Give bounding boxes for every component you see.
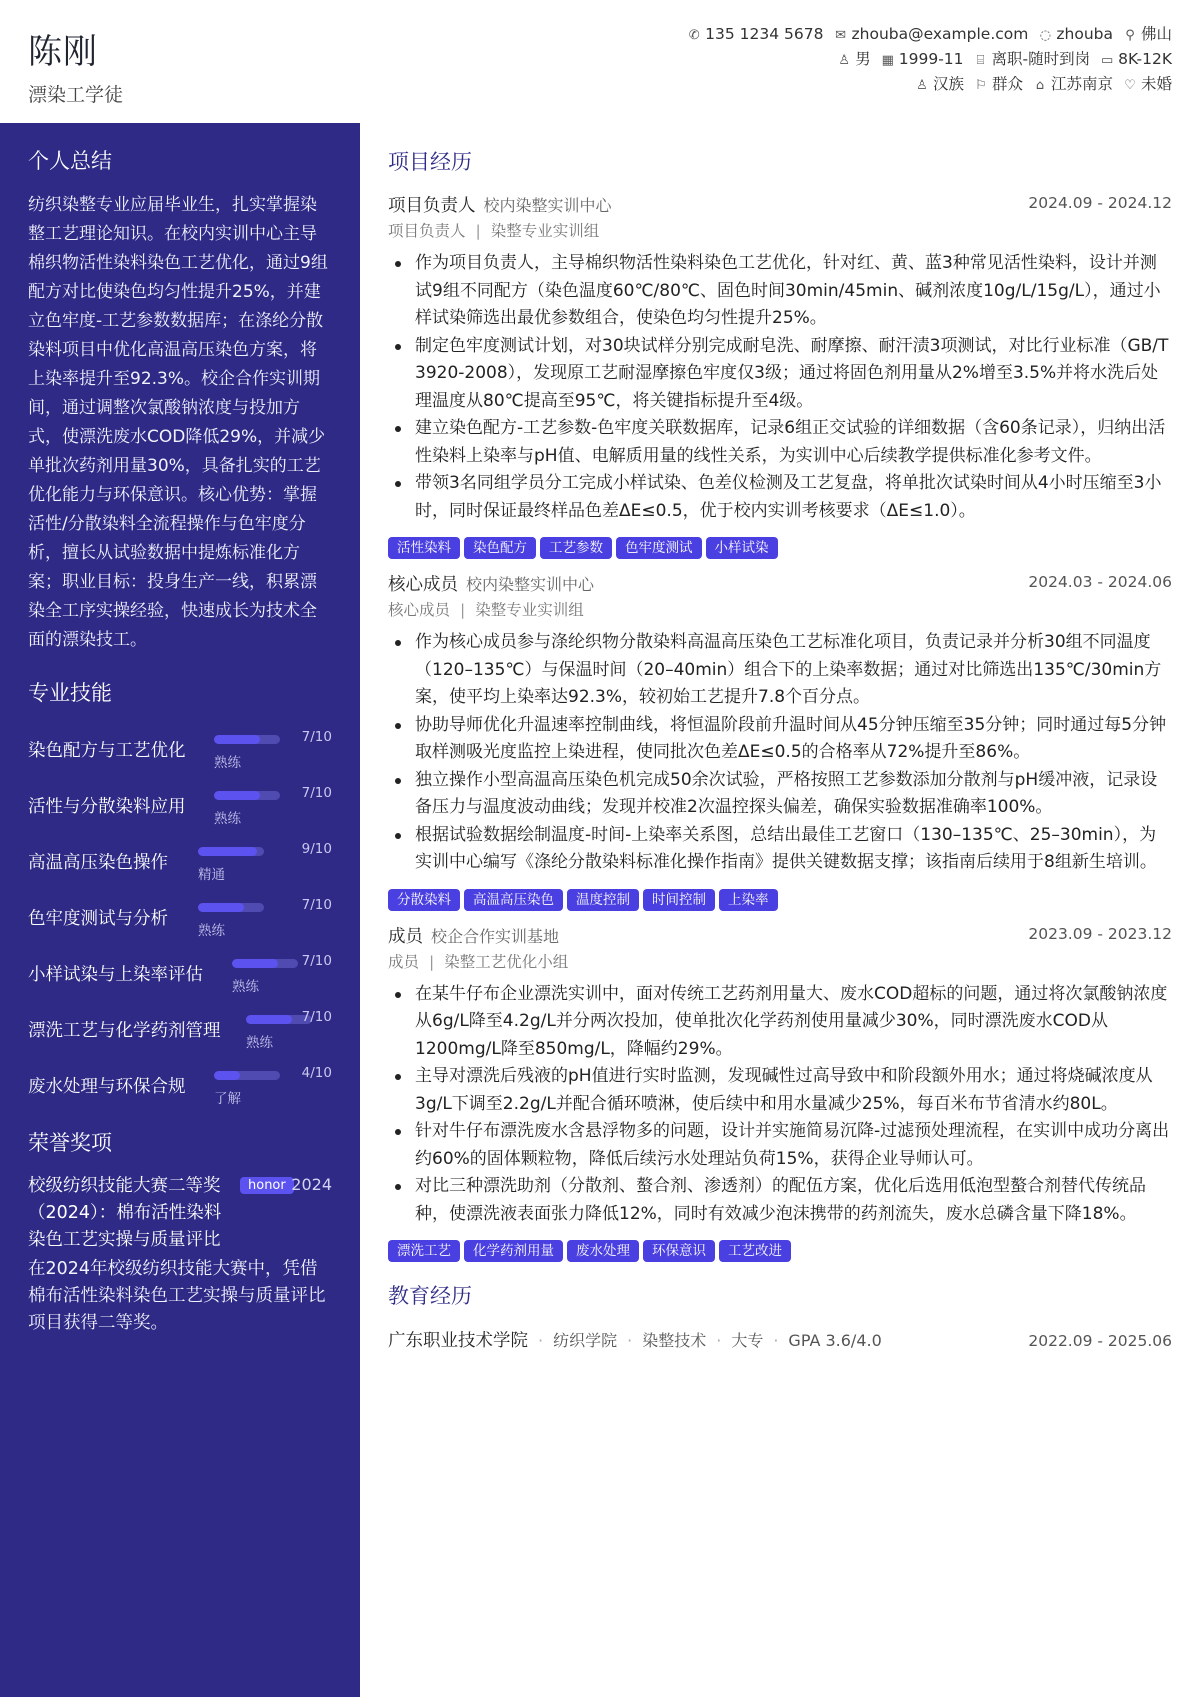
project-header: [388, 571, 1172, 597]
skill-level: 熟练: [198, 923, 225, 939]
skill-item: [28, 1059, 332, 1115]
skills-title: 专业技能: [28, 681, 112, 705]
contact-text: 群众: [991, 75, 1023, 93]
bullet-item: 根据试验数据绘制温度-时间-上染率关系图，总结出最佳工艺窗口（130–135℃、25–30min），为实训中心编写《涤纶分散染料标准化操作指南》提供关键数据支撑；该指南后续用于8组新生培训。: [388, 822, 1172, 877]
skill-level: 熟练: [214, 755, 241, 771]
project-bullets: [388, 981, 1172, 1229]
bullet-item: 协助导师优化升温速率控制曲线，将恒温阶段前升温时间从45分钟压缩至35分钟；同时通过每5分钟取样测吸光度监控上染进程，使同批次色差ΔE≤0.5的合格率从72%提升至86%。: [388, 712, 1172, 767]
skill-bar: [214, 1071, 280, 1080]
skill-tag: 色牢度测试: [616, 537, 702, 559]
skill-score: 4/10: [301, 1065, 332, 1081]
skill-bar: [214, 735, 280, 744]
phone-icon: ✆: [688, 28, 700, 43]
project-item: [388, 571, 1172, 915]
contact-text: 汉族: [932, 75, 964, 93]
resume-header: [0, 0, 1200, 123]
edu-date: 2022.09 - 2025.06: [1028, 1332, 1172, 1350]
skill-bar: [232, 959, 298, 968]
email-icon: ✉: [835, 28, 846, 43]
project-date: 2024.03 - 2024.06: [1028, 573, 1172, 591]
project-org: 校内染整实训中心: [466, 575, 595, 594]
summary-title: 个人总结: [28, 149, 112, 173]
user-icon: ♙: [838, 53, 851, 68]
separator-dot: ·: [773, 1331, 779, 1350]
skill-bar-fill: [214, 791, 260, 800]
project-header: [388, 923, 1172, 949]
skill-tag: 工艺参数: [540, 537, 612, 559]
skill-score: 7/10: [301, 953, 332, 969]
project-team: 染整专业实训组: [475, 601, 584, 619]
sidebar: [0, 123, 360, 1697]
project-team: 染整工艺优化小组: [444, 952, 569, 971]
bullet-item: 在某牛仔布企业漂洗实训中，面对传统工艺药剂用量大、废水COD超标的问题，通过将次氯酸钠浓度从6g/L降至4.2g/L并分两次投加，使单批次化学药剂使用量减少30%，同时漂洗废水COD从1200mg/L降至850mg/L，降幅约29%。: [388, 981, 1172, 1064]
honor-description: 在2024年校级纺织技能大赛中，凭借棉布活性染料染色工艺实操与质量评比项目获得二等奖。: [28, 1259, 326, 1333]
separator-dot: ·: [716, 1331, 722, 1350]
skill-score: 7/10: [301, 785, 332, 801]
contact-item: [1038, 22, 1113, 48]
project-org: 校企合作实训基地: [431, 926, 560, 946]
skill-bar-fill: [246, 1015, 292, 1024]
projects-title: 项目经历: [388, 150, 472, 174]
contact-text: 135 1234 5678: [705, 25, 824, 43]
people-icon: ♙: [916, 78, 928, 93]
skill-bar-fill: [214, 1071, 240, 1080]
contact-row: [677, 72, 1172, 97]
skill-tag: 温度控制: [567, 889, 639, 911]
skill-name: 色牢度测试与分析: [28, 909, 168, 929]
project-date: 2024.09 - 2024.12: [1028, 194, 1172, 212]
honor-item: [28, 1173, 332, 1254]
skill-tag: 工艺改进: [719, 1240, 791, 1262]
contact-text: 未婚: [1140, 75, 1172, 93]
contact-text: 1999-11: [898, 50, 964, 68]
project-team: 染整专业实训组: [490, 222, 600, 240]
contact-text: 江苏南京: [1050, 75, 1113, 93]
projects-list: [388, 192, 1172, 1266]
project-tags: [388, 537, 1172, 563]
summary-text: 纺织染整专业应届毕业生，扎实掌握染整工艺理论知识。在校内实训中心主导棉织物活性染料染色工艺优化，通过9组配方对比使染色均匀性提升25%，并建立色牢度-工艺参数数据库；在涤纶分散染料项目中优化高温高压染色方案，将上染率提升至92.3%。校企合作实训期间，通过调整次氯酸钠浓度与投加方式，使漂洗废水COD降低29%，并减少单批次药剂用量30%，具备扎实的工艺优化能力与环保意识。核心优势：掌握活性/分散染料全流程操作与色牢度分析，擅长从试验数据中提炼标准化方案；职业目标：投身生产一线，积累漂染全工序实操经验，快速成长为技术全面的漂染技工。: [28, 195, 328, 650]
separator-dot: ·: [538, 1331, 544, 1350]
skill-tag: 环保意识: [643, 1240, 715, 1262]
project-tags: [388, 1240, 1172, 1266]
skill-item: [28, 891, 332, 947]
skill-level: 了解: [214, 1091, 241, 1107]
skill-item: [28, 1003, 332, 1059]
skill-name: 染色配方与工艺优化: [28, 741, 186, 761]
skill-bar: [198, 903, 264, 912]
briefcase-icon: ⌸: [976, 53, 985, 68]
education-title: 教育经历: [388, 1284, 472, 1308]
skill-bar: [198, 847, 264, 856]
edu-major: 染整技术: [642, 1331, 707, 1350]
contact-row: [677, 22, 1172, 47]
project-subtitle: [388, 949, 1172, 977]
salary-icon: ▭: [1100, 53, 1114, 68]
skill-item: [28, 947, 332, 1003]
honor-title: 校级纺织技能大赛二等奖（2024）：棉布活性染料染色工艺实操与质量评比: [28, 1176, 222, 1250]
contact-text: 离职-随时到岗: [991, 50, 1091, 68]
contact-item: [687, 22, 823, 48]
bullet-item: 对比三种漂洗助剂（分散剂、螯合剂、渗透剂）的配伍方案，优化后选用低泡型螯合剂替代传统品种，使漂洗液表面张力降低12%，同时有效减少泡沫携带的药剂流失，废水总磷含量下降18%。: [388, 1173, 1172, 1228]
skill-tag: 分散染料: [388, 889, 460, 911]
edu-gpa: GPA 3.6/4.0: [788, 1331, 882, 1350]
heart-icon: ♡: [1124, 78, 1136, 93]
contact-text: 佛山: [1140, 25, 1172, 43]
contact-item: [881, 47, 964, 73]
honors-title: 荣誉奖项: [28, 1131, 112, 1155]
contact-text: 8K-12K: [1118, 50, 1172, 68]
contact-item: [1100, 47, 1172, 73]
skill-tag: 废水处理: [567, 1240, 639, 1262]
separator: |: [460, 601, 466, 619]
skill-name: 漂洗工艺与化学药剂管理: [28, 1021, 221, 1041]
skill-tag: 染色配方: [464, 537, 536, 559]
edu-college: 纺织学院: [553, 1331, 618, 1350]
project-bullets: [388, 629, 1172, 877]
project-role: 成员: [388, 926, 423, 947]
skill-name: 废水处理与环保合规: [28, 1077, 186, 1097]
honor-badge: honor: [240, 1177, 294, 1194]
project-subtitle: [388, 218, 1172, 246]
wechat-icon: ◌: [1039, 28, 1052, 43]
contact-item: [837, 47, 871, 73]
skill-tag: 漂洗工艺: [388, 1240, 460, 1262]
skill-score: 9/10: [301, 841, 332, 857]
candidate-name: 陈刚: [28, 32, 98, 72]
skill-tag: 高温高压染色: [464, 889, 563, 911]
contact-item: [1123, 22, 1172, 48]
project-date: 2023.09 - 2023.12: [1028, 924, 1172, 943]
candidate-role: 漂染工学徒: [28, 84, 124, 106]
flag-icon: ⚐: [975, 78, 987, 93]
skill-tag: 小样试染: [706, 537, 778, 559]
contact-item: [974, 47, 1091, 73]
bullet-item: 针对牛仔布漂洗废水含悬浮物多的问题，设计并实施简易沉降-过滤预处理流程，在实训中成功分离出约60%的固体颗粒物，降低后续污水处理站负荷15%，获得企业导师认可。: [388, 1118, 1172, 1173]
project-sub-role: 核心成员: [388, 601, 451, 619]
contact-row: [677, 47, 1172, 72]
bullet-item: 主导对漂洗后残液的pH值进行实时监测，发现碱性过高导致中和阶段额外用水；通过将烧碱浓度从3g/L下调至2.2g/L并配合循环喷淋，使后续中和用水量减少25%，每百米布节省清水约80L。: [388, 1063, 1172, 1118]
contact-item: [834, 22, 1029, 48]
bullet-item: 建立染色配方-工艺参数-色牢度关联数据库，记录6组正交试验的详细数据（含60条记录），归纳出活性染料上染率与pH值、电解质用量的线性关系，为实训中心后续教学提供标准化参考文件。: [388, 415, 1172, 470]
skill-tag: 活性染料: [388, 537, 460, 559]
contact-text: zhouba@example.com: [851, 25, 1029, 43]
education-item: [388, 1326, 1172, 1356]
bullet-item: 作为核心成员参与涤纶织物分散染料高温高压染色工艺标准化项目，负责记录并分析30组不同温度（120–135℃）与保温时间（20–40min）组合下的上染率数据；通过对比筛选出135℃/30min方案，使平均上染率达92.3%，较初始工艺提升7.8个百分点。: [388, 629, 1172, 712]
skills-list: [28, 723, 332, 1115]
project-org: 校内染整实训中心: [483, 196, 612, 215]
contact-item: [974, 72, 1023, 98]
skill-bar: [214, 791, 280, 800]
contact-text: 男: [855, 50, 871, 68]
skill-bar-fill: [198, 903, 244, 912]
home-icon: ⌂: [1035, 78, 1045, 93]
main-content: [388, 123, 1172, 1356]
skill-level: 熟练: [232, 979, 259, 995]
project-tags: [388, 889, 1172, 915]
skill-name: 活性与分散染料应用: [28, 797, 186, 817]
separator: |: [475, 222, 481, 240]
project-bullets: [388, 250, 1172, 525]
bullet-item: 独立操作小型高温高压染色机完成50余次试验，严格按照工艺参数添加分散剂与pH缓冲液，记录设备压力与温度波动曲线；发现并校准2次温控探头偏差，确保实验数据准确率100%。: [388, 767, 1172, 822]
skill-level: 熟练: [214, 811, 241, 827]
contact-item: [1123, 72, 1172, 98]
skill-bar-fill: [232, 959, 278, 968]
bullet-item: 制定色牢度测试计划，对30块试样分别完成耐皂洗、耐摩擦、耐汗渍3项测试，对比行业标准（GB/T 3920-2008），发现原工艺耐湿摩擦色牢度仅3级；通过将固色剂用量从2%增至3.5%并将水洗后处理温度从80℃提高至95℃，将关键指标提升至4级。: [388, 333, 1172, 416]
skill-level: 熟练: [246, 1035, 273, 1051]
separator-dot: ·: [627, 1331, 633, 1350]
skill-score: 7/10: [301, 897, 332, 913]
bullet-item: 带领3名同组学员分工完成小样试染、色差仪检测及工艺复盘，将单批次试染时间从4小时压缩至3小时，同时保证最终样品色差ΔE≤0.5，优于校内实训考核要求（ΔE≤1.0）。: [388, 470, 1172, 525]
skill-name: 小样试染与上染率评估: [28, 965, 203, 985]
separator: |: [429, 952, 435, 971]
bullet-item: 作为项目负责人，主导棉织物活性染料染色工艺优化，针对红、黄、蓝3种常见活性染料，设计并测试9组不同配方（染色温度60℃/80℃、固色时间30min/45min、碱剂浓度10g/L/15g/L），通过小样试染筛选出最优参数组合，使染色均匀性提升25%。: [388, 250, 1172, 333]
skill-item: [28, 723, 332, 779]
skill-item: [28, 835, 332, 891]
contact-item: [915, 72, 964, 98]
skill-score: 7/10: [301, 1009, 332, 1025]
project-sub-role: 项目负责人: [388, 222, 466, 240]
project-role: 项目负责人: [388, 196, 476, 216]
skill-item: [28, 779, 332, 835]
project-item: [388, 923, 1172, 1267]
edu-degree: 大专: [731, 1331, 764, 1350]
project-item: [388, 192, 1172, 563]
skill-bar-fill: [214, 735, 260, 744]
project-subtitle: [388, 597, 1172, 625]
contact-text: zhouba: [1056, 25, 1113, 43]
skill-tag: 时间控制: [643, 889, 715, 911]
project-sub-role: 成员: [388, 952, 420, 971]
honor-year: 2024: [291, 1175, 332, 1194]
skill-tag: 上染率: [719, 889, 778, 911]
skill-score: 7/10: [301, 729, 332, 745]
skill-level: 精通: [198, 867, 225, 883]
contact-item: [1033, 72, 1113, 98]
project-header: [388, 192, 1172, 218]
calendar-icon: ▦: [881, 53, 894, 68]
skill-tag: 化学药剂用量: [464, 1240, 563, 1262]
project-role: 核心成员: [388, 575, 458, 595]
edu-school: 广东职业技术学院: [388, 1331, 528, 1351]
skill-name: 高温高压染色操作: [28, 853, 168, 873]
skill-bar-fill: [198, 847, 257, 856]
location-icon: ⚲: [1125, 28, 1135, 43]
contact-info: [677, 22, 1172, 97]
